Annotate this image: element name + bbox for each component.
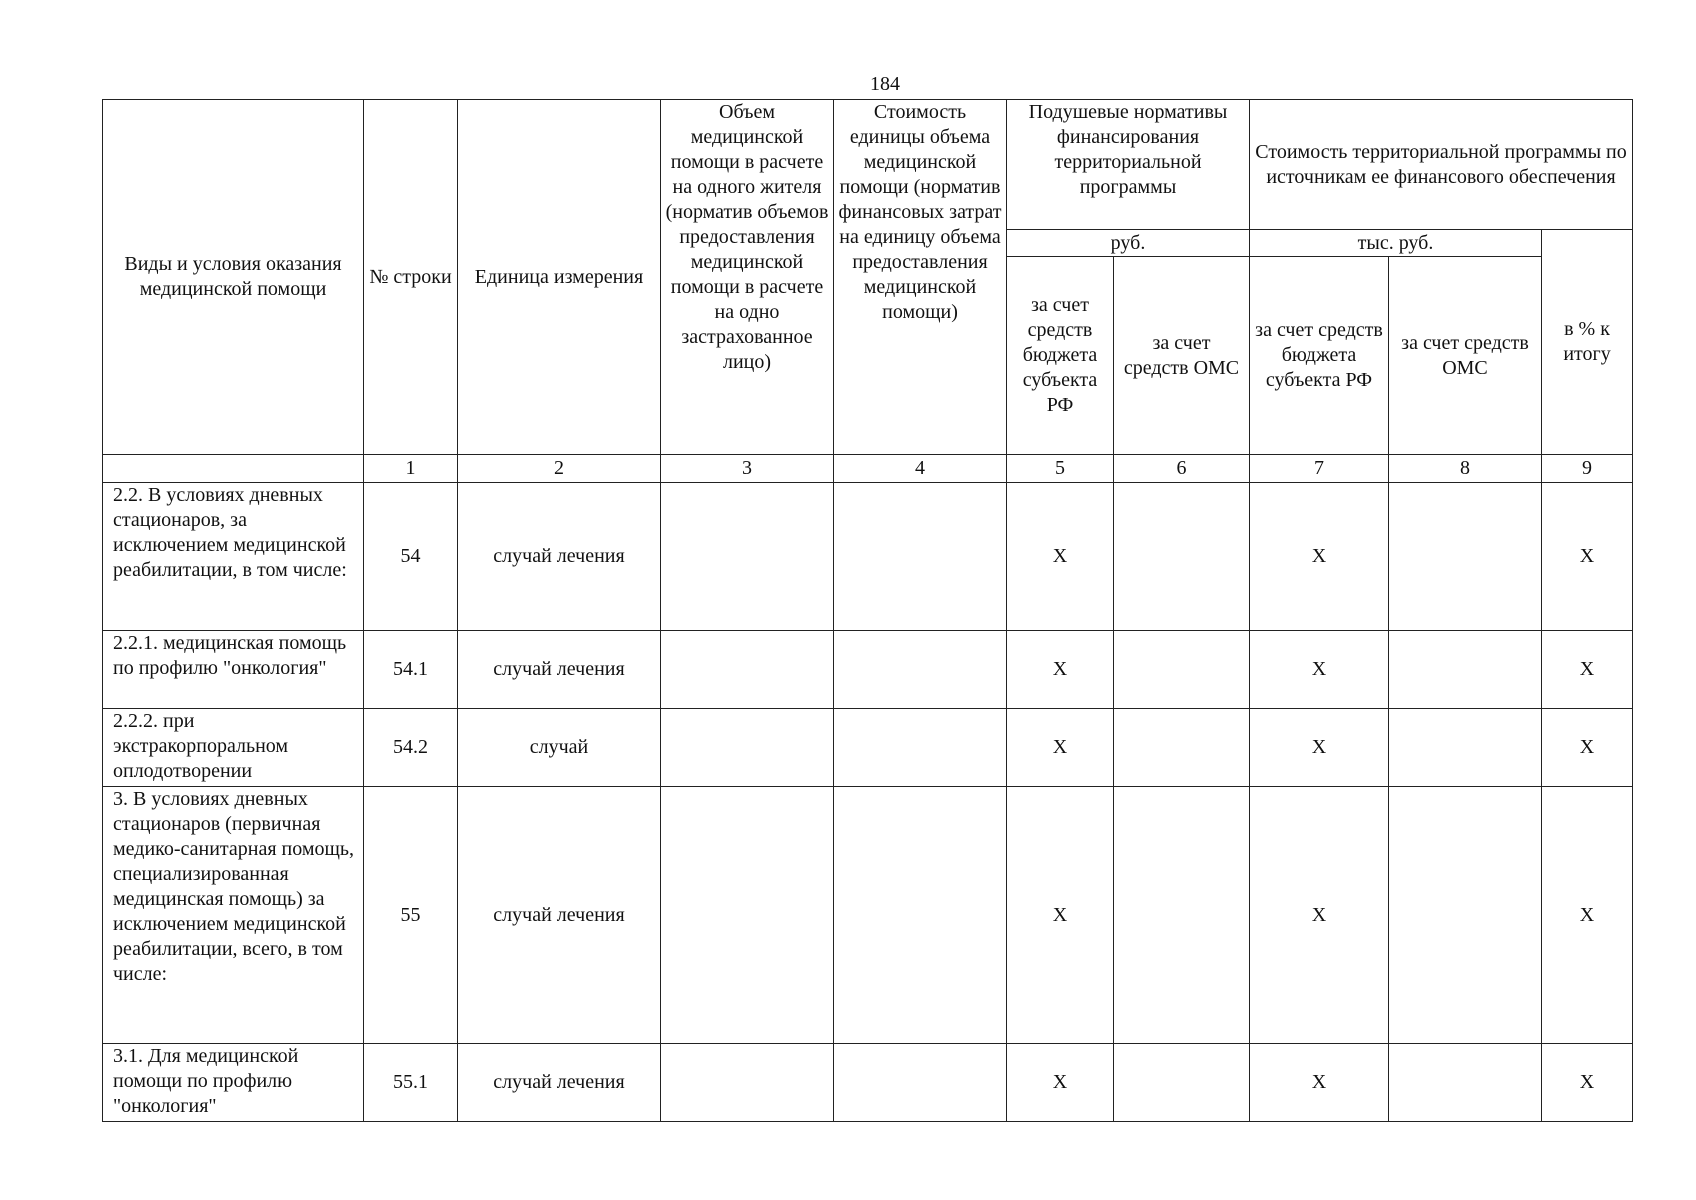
row-col5: X	[1007, 483, 1114, 631]
header-percent: в % к итогу	[1542, 230, 1633, 455]
row-unit: случай лечения	[458, 787, 661, 1044]
row-number: 55	[364, 787, 458, 1044]
row-unit-cost	[834, 483, 1007, 631]
financing-table	[102, 99, 1633, 1122]
row-col8	[1389, 1044, 1542, 1122]
row-col7: X	[1250, 709, 1389, 787]
row-unit: случай лечения	[458, 1044, 661, 1122]
row-col8	[1389, 483, 1542, 631]
header-per-capita: Подушевые нормативы финансирования территориальной программы	[1007, 100, 1250, 230]
row-volume	[661, 787, 834, 1044]
row-col5: X	[1007, 787, 1114, 1044]
row-volume	[661, 631, 834, 709]
row-unit-cost	[834, 709, 1007, 787]
table-row	[103, 1044, 1633, 1122]
header-unit-cost: Стоимость единицы объема медицинской помощи (норматив финансовых затрат на единицу объема предоставления медицинской помощи)	[834, 100, 1007, 455]
row-name: 3. В условиях дневных стационаров (первичная медико-санитарная помощь, специализированная медицинская помощь) за исключением медицинской реабилитации, всего, в том числе:	[103, 787, 364, 1044]
row-col6	[1114, 631, 1250, 709]
row-volume	[661, 709, 834, 787]
column-number: 3	[661, 455, 834, 483]
row-col9: X	[1542, 483, 1633, 631]
row-unit: случай	[458, 709, 661, 787]
row-col9: X	[1542, 1044, 1633, 1122]
header-unit: Единица измерения	[458, 100, 661, 455]
row-unit-cost	[834, 631, 1007, 709]
row-unit-cost	[834, 787, 1007, 1044]
row-col6	[1114, 787, 1250, 1044]
table-row	[103, 787, 1633, 1044]
column-number: 6	[1114, 455, 1250, 483]
row-col7: X	[1250, 483, 1389, 631]
column-number	[103, 455, 364, 483]
table-row	[103, 631, 1633, 709]
table-row	[103, 483, 1633, 631]
header-rub: руб.	[1007, 230, 1250, 257]
row-unit: случай лечения	[458, 631, 661, 709]
row-col8	[1389, 709, 1542, 787]
row-name: 2.2.1. медицинская помощь по профилю "онкология"	[103, 631, 364, 709]
page-number: 184	[870, 73, 900, 95]
row-name: 2.2. В условиях дневных стационаров, за исключением медицинской реабилитации, в том числе:	[103, 483, 364, 631]
row-col5: X	[1007, 709, 1114, 787]
row-number: 54.2	[364, 709, 458, 787]
header-types-of-care: Виды и условия оказания медицинской помощи	[103, 100, 364, 455]
column-number: 5	[1007, 455, 1114, 483]
row-name: 3.1. Для медицинской помощи по профилю "онкология"	[103, 1044, 364, 1122]
row-col5: X	[1007, 631, 1114, 709]
row-volume	[661, 1044, 834, 1122]
row-col9: X	[1542, 709, 1633, 787]
row-col9: X	[1542, 787, 1633, 1044]
header-volume: Объем медицинской помощи в расчете на одного жителя (норматив объемов предоставления медицинской помощи в расчете на одно застрахованное лицо)	[661, 100, 834, 455]
column-number: 9	[1542, 455, 1633, 483]
column-number: 8	[1389, 455, 1542, 483]
row-col6	[1114, 709, 1250, 787]
row-col8	[1389, 631, 1542, 709]
header-budget-col7: за счет средств бюджета субъекта РФ	[1250, 257, 1389, 455]
row-unit-cost	[834, 1044, 1007, 1122]
row-number: 55.1	[364, 1044, 458, 1122]
row-col9: X	[1542, 631, 1633, 709]
row-col8	[1389, 787, 1542, 1044]
header-oms-col8: за счет средств ОМС	[1389, 257, 1542, 455]
row-col6	[1114, 483, 1250, 631]
row-number: 54.1	[364, 631, 458, 709]
row-col7: X	[1250, 631, 1389, 709]
header-oms-col6: за счет средств ОМС	[1114, 257, 1250, 455]
header-thousand-rub: тыс. руб.	[1250, 230, 1542, 257]
column-number-row	[103, 455, 1633, 483]
row-name: 2.2.2. при экстракорпоральном оплодотворении	[103, 709, 364, 787]
row-volume	[661, 483, 834, 631]
row-col7: X	[1250, 1044, 1389, 1122]
row-unit: случай лечения	[458, 483, 661, 631]
column-number: 4	[834, 455, 1007, 483]
column-number: 2	[458, 455, 661, 483]
row-col6	[1114, 1044, 1250, 1122]
row-col5: X	[1007, 1044, 1114, 1122]
row-col7: X	[1250, 787, 1389, 1044]
row-number: 54	[364, 483, 458, 631]
header-row-number: № строки	[364, 100, 458, 455]
header-program-cost: Стоимость территориальной программы по источникам ее финансового обеспечения	[1250, 100, 1633, 230]
header-budget-col5: за счет средств бюджета субъекта РФ	[1007, 257, 1114, 455]
table-row	[103, 709, 1633, 787]
column-number: 7	[1250, 455, 1389, 483]
column-number: 1	[364, 455, 458, 483]
